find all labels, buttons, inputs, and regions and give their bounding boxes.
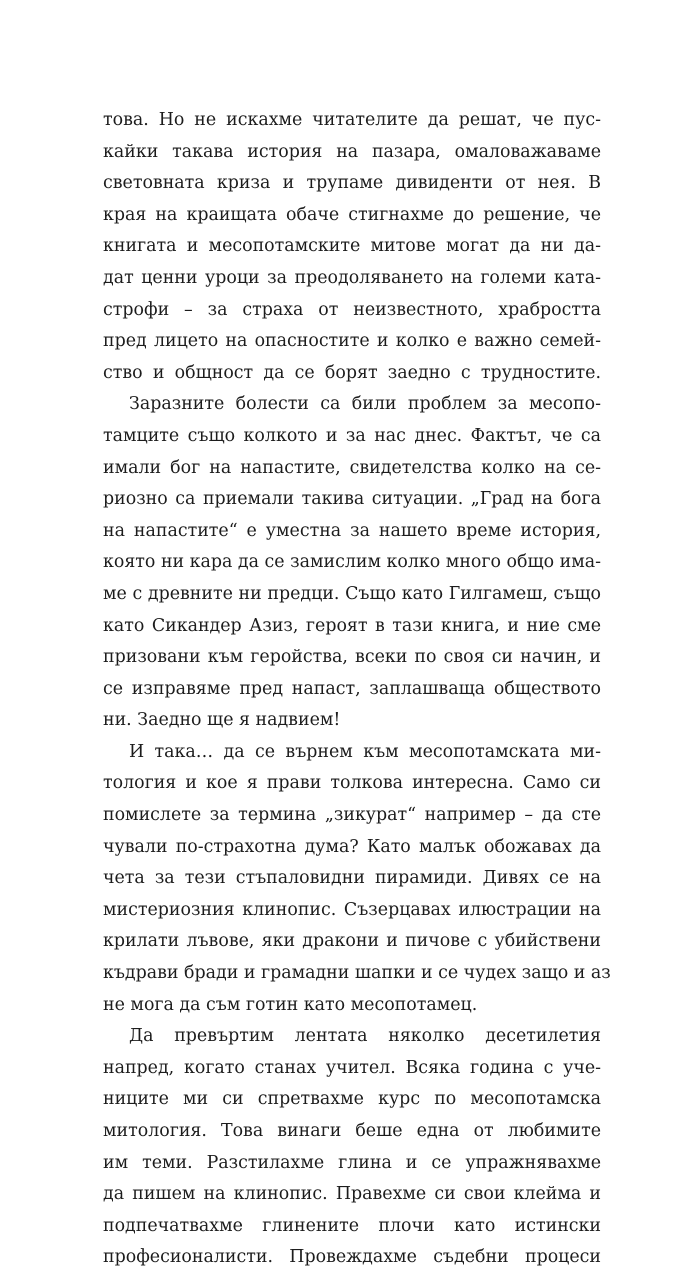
text-line: дат ценни уроци за преодоляването на големи ката- [103, 267, 601, 288]
text-line: мистериозния клинопис. Съзерцавах илюстрации на [103, 899, 601, 920]
text-line: им теми. Разстилахме глина и се упражнявахме [103, 1152, 601, 1173]
text-line: ни. Заедно ще я надвием! [103, 710, 341, 731]
text-line: риозно са приемали такива ситуации. „Град на бога [103, 489, 601, 510]
paragraph-1 [103, 105, 601, 389]
text-line: пред лицето на опасностите и колко е важно семей- [103, 331, 601, 352]
text-line: И така… да се върнем към месопотамската ми- [129, 741, 601, 762]
text-line: имали бог на напастите, свидетелства колко на се- [103, 457, 601, 478]
text-line: на напастите“ е уместна за нашето време история, [103, 520, 601, 541]
text-line: подпечатвахме глинените плочи като истински [103, 1215, 601, 1236]
text-line: ме с древните ни предци. Също като Гилгамеш, също [103, 583, 601, 604]
text-line: строфи – за страха от неизвестното, храбростта [103, 299, 601, 320]
text-line: Да превъртим лентата няколко десетилетия [129, 1026, 601, 1047]
text-line: кайки такава история на пазара, омаловажаваме [103, 141, 601, 162]
text-line: митология. Това винаги беше една от любимите [103, 1121, 601, 1141]
text-line: напред, когато станах учител. Всяка година с уче- [103, 1057, 601, 1078]
text-line: не мога да съм готин като месопотамец. [103, 994, 478, 1015]
text-line: тология и кое я прави толкова интересна. Само си [103, 773, 601, 794]
paragraph-3 [103, 737, 611, 1021]
text-line: това. Но не искахме читателите да решат, че пус- [103, 110, 601, 130]
book-page [103, 105, 611, 1274]
paragraph-4 [103, 1021, 601, 1274]
text-line: къдрави бради и грамадни шапки и се чудех защо и аз [103, 963, 611, 984]
text-line: световната криза и трупаме дивиденти от нея. В [103, 173, 601, 194]
text-line: крилати лъвове, яки дракони и пичове с убийствени [103, 931, 601, 952]
text-line: професионалисти. Провеждахме съдебни процеси [103, 1247, 601, 1268]
text-line: се изправяме пред напаст, заплашваща обществото [103, 678, 601, 699]
text-line: призовани към геройства, всеки по своя си начин, и [103, 647, 601, 668]
text-line: да пишем на клинопис. Правехме си свои клейма и [103, 1184, 601, 1205]
text-line: ниците ми си спретвахме курс по месопотамска [103, 1089, 601, 1110]
text-line: ство и общност да се борят заедно с трудностите. [103, 362, 601, 383]
text-line: тамците също колкото и за нас днес. Фактът, че са [103, 425, 601, 446]
text-line: чували по-страхотна дума? Като малък обожавах да [103, 836, 601, 857]
text-line: чета за тези стъпаловидни пирамиди. Дивях се на [103, 868, 601, 889]
text-line: която ни кара да се замислим колко много общо има- [103, 552, 601, 573]
text-line: помислете за термина „зикурат“ например – да сте [103, 805, 601, 826]
text-line: края на краищата обаче стигнахме до решение, че [103, 204, 601, 225]
paragraph-2 [103, 389, 601, 737]
text-line: книгата и месопотамските митове могат да ни да- [103, 236, 601, 257]
text-line: като Сикандер Азиз, героят в тази книга, и ние сме [103, 615, 601, 636]
text-line: Заразните болести са били проблем за месопо- [129, 394, 601, 415]
